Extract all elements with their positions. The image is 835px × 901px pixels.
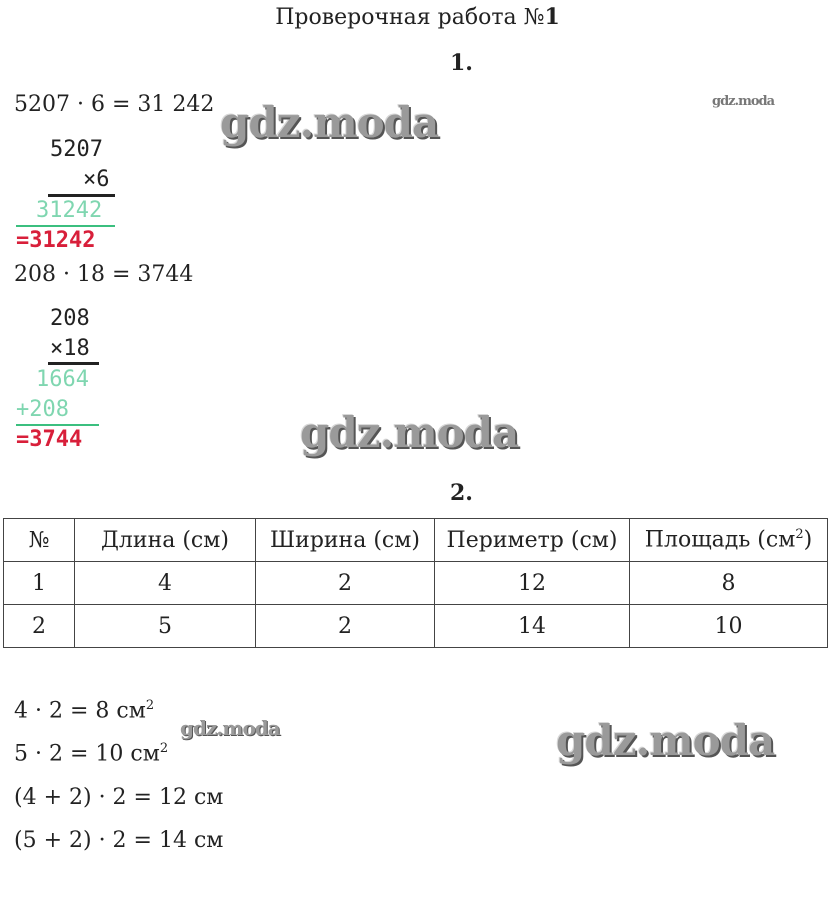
header-area-close: ) <box>803 527 813 553</box>
table-cell: 14 <box>435 605 630 648</box>
task-1-equation-2: 208 · 18 = 3744 <box>14 262 194 287</box>
task-2-number: 2. <box>450 480 473 506</box>
calc2-partial-1: 1664 <box>36 367 89 392</box>
header-number: № <box>4 519 75 562</box>
calc2-sum-line <box>16 424 99 426</box>
page-title <box>0 4 835 30</box>
solution-line-2 <box>14 741 168 766</box>
watermark-logo: gdz.moda <box>556 716 775 765</box>
watermark-logo: gdz.moda <box>220 98 439 147</box>
calc1-result: =31242 <box>16 228 96 253</box>
header-length: Длина (см) <box>75 519 256 562</box>
watermark-logo-small: gdz.moda <box>712 94 775 109</box>
calc2-operand-b: ×18 <box>50 336 90 361</box>
dimensions-table <box>3 518 828 648</box>
solution-line-1-sup: 2 <box>145 698 155 713</box>
calc1-operand-b: ×6 <box>83 167 110 192</box>
task-1-number: 1. <box>450 50 473 76</box>
solution-line-2-sup: 2 <box>159 741 169 756</box>
table-cell: 8 <box>630 562 828 605</box>
table-cell: 12 <box>435 562 630 605</box>
calc2-divider <box>48 362 99 365</box>
solution-line-4: (5 + 2) · 2 = 14 см <box>14 828 224 853</box>
calc2-operand-a: 208 <box>50 306 90 331</box>
calc1-operand-a: 5207 <box>50 137 103 162</box>
watermark-logo-medium: gdz.moda <box>180 716 280 740</box>
header-area-text: Площадь (см <box>644 527 796 553</box>
header-width: Ширина (см) <box>256 519 435 562</box>
calc2-result: =3744 <box>16 427 83 452</box>
table-cell: 5 <box>75 605 256 648</box>
calc2-partial-2: +208 <box>16 397 69 422</box>
solution-line-3: (4 + 2) · 2 = 12 см <box>14 785 224 810</box>
table-header-row <box>4 519 828 562</box>
title-text: Проверочная работа № <box>275 5 545 30</box>
table-cell: 4 <box>75 562 256 605</box>
watermark-logo: gdz.moda <box>300 408 519 457</box>
solution-line-1 <box>14 698 154 723</box>
table-cell: 1 <box>4 562 75 605</box>
calc1-sum-line <box>16 225 115 227</box>
table-cell: 2 <box>256 605 435 648</box>
solution-line-1-text: 4 · 2 = 8 см <box>14 698 146 724</box>
table-cell: 10 <box>630 605 828 648</box>
table-cell: 2 <box>4 605 75 648</box>
table-row <box>4 562 828 605</box>
table-row <box>4 605 828 648</box>
calc1-divider <box>48 194 115 197</box>
header-perimeter: Периметр (см) <box>435 519 630 562</box>
header-area <box>630 519 828 562</box>
header-area-sup: 2 <box>795 527 804 543</box>
solution-line-2-text: 5 · 2 = 10 см <box>14 741 160 767</box>
title-number: 1 <box>544 4 560 30</box>
calc1-partial: 31242 <box>36 198 103 223</box>
task-1-equation-1: 5207 · 6 = 31 242 <box>14 92 215 117</box>
table-cell: 2 <box>256 562 435 605</box>
